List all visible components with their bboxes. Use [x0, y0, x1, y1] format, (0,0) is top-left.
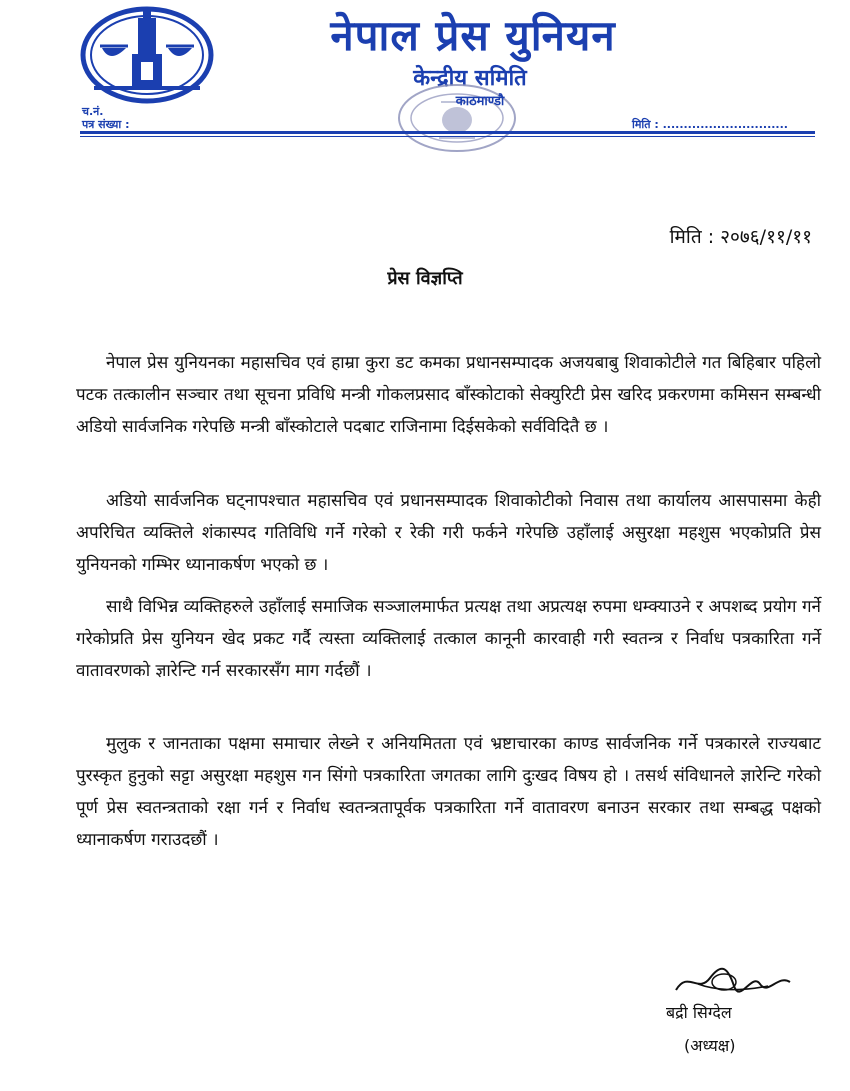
signature-scribble-icon	[668, 960, 798, 1002]
paragraph-1: नेपाल प्रेस युनियनका महासचिव एवं हाम्रा कुरा डट कमका प्रधानसम्पादक अजयबाबु शिवाकोटीले गत बिहिबार पहिलो पटक तत्कालीन सञ्चार तथा सूचना प्रविधि मन्त्री गोकलप्रसाद बाँस्कोटाको सेक्युरिटी प्रेस खरिद प्रकरणमा कमिसन सम्बन्धी अडियो सार्वजनिक गरेपछि मन्त्री बाँस्कोटाले पदबाट राजिनामा दिईसकेको सर्वविदितै छ ।	[76, 353, 821, 437]
paragraph-3: साथै विभिन्न व्यक्तिहरुले उहाँलाई समाजिक सञ्जालमार्फत प्रत्यक्ष तथा अप्रत्यक्ष रुपमा धम्क्याउने र अपशब्द प्रयोग गर्ने गरेकोप्रति प्रेस युनियन खेद प्रकट गर्दै त्यस्ता व्यक्तिलाई तत्काल कानूनी कारवाही गरी स्वतन्त्र र निर्वाध पत्रकारिता गर्ने वातावरणको ज्ञारेन्टि गर्न सरकारसँग माग गर्दछौं ।	[76, 597, 821, 681]
page-title: प्रेस विज्ञप्ति	[387, 268, 463, 289]
signatory-title: (अध्यक्ष)	[684, 1036, 736, 1055]
paragraph-4: मुलुक र जानताका पक्षमा समाचार लेख्ने र अनियमितता एवं भ्रष्टाचारका काण्ड सार्वजनिक गर्ने पत्रकारले राज्यबाट पुरस्कृत हुनुको सट्टा असुरक्षा महशुस गन सिंगो पत्रकारिता जगतका लागि दुःखद विषय हो । तसर्थ संविधानले ज्ञारेन्टि गरेको पूर्ण प्रेस स्वतन्त्रताको रक्षा गर्न र निर्वाध स्वतन्त्रतापूर्वक पत्रकारिता गर्ने वातावरण बनाउन सरकार तथा सम्बद्ध पक्षको ध्यानाकर्षण गराउदछौं ।	[76, 734, 821, 850]
letterhead-divider	[80, 131, 815, 134]
reference-number-label: च.नं.	[82, 105, 104, 118]
committee-name: केन्द्रीय समिति	[413, 66, 527, 91]
paragraph-2: अडियो सार्वजनिक घट्नापश्चात महासचिव एवं प्रधानसम्पादक शिवाकोटीको निवास तथा कार्यालय आसपासमा केही अपरिचित व्यक्तिले शंकास्पद गतिविधि गर्ने गरेको र रेकी गरी फर्कने गरेपछि उहाँलाई असुरक्षा महशुस भएकोप्रति प्रेस युनियनको गम्भिर ध्यानाकर्षण भएको छ ।	[76, 491, 821, 575]
signatory-name: बद्री सिग्देल	[666, 1003, 732, 1022]
org-name: नेपाल प्रेस युनियन	[330, 11, 616, 60]
letter-number-label: पत्र संख्या :	[82, 118, 130, 131]
letter-date: मिति : २०७६/११/११	[669, 226, 812, 248]
union-logo-icon	[80, 6, 215, 104]
letterhead-date-label: मिति : ..............................	[632, 118, 788, 131]
letterhead-divider-thin	[80, 136, 815, 137]
city-name: काठमाण्डौ	[455, 94, 505, 109]
